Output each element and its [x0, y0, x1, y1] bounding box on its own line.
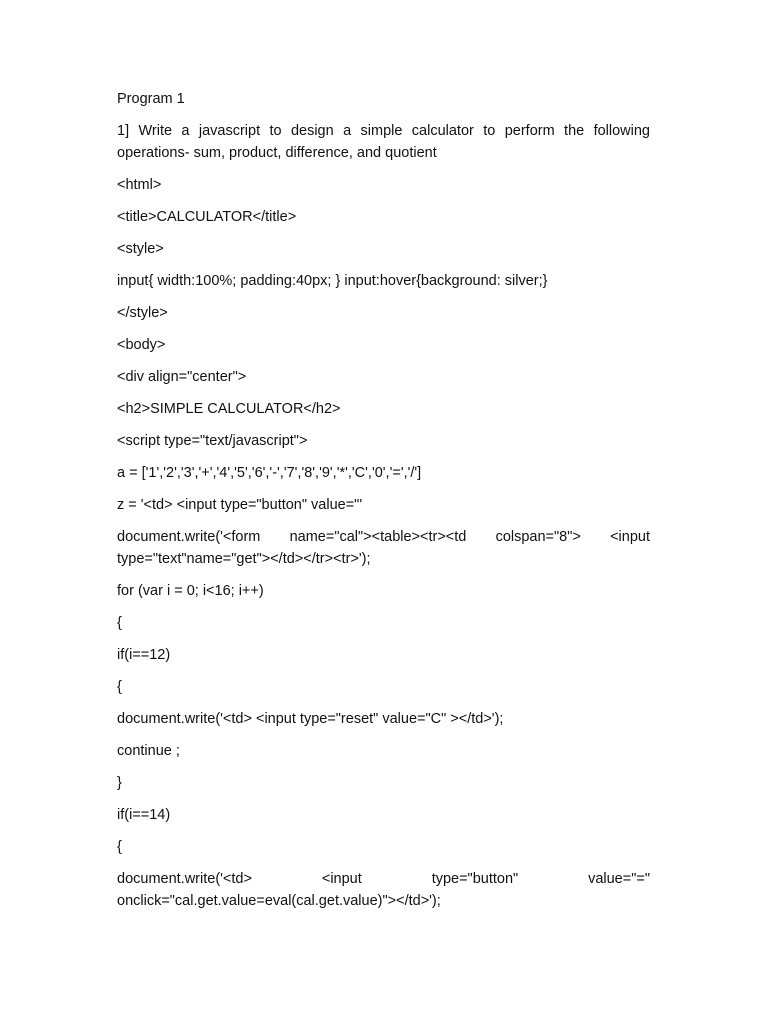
code-line-style-open: <style> [117, 241, 164, 257]
write-equals-second-line: onclick="cal.get.value=eval(cal.get.value)"></td>'); [117, 893, 441, 909]
code-line-h2: <h2>SIMPLE CALCULATOR</h2> [117, 401, 341, 417]
write-form-second-line: type="text"name="get"></td></tr><tr>'); [117, 551, 371, 567]
question-paragraph: 1] Write a javascript to design a simple calculator to perform the following operations- sum, product, difference, and quotient [117, 123, 650, 161]
write-form-token: colspan="8"> [495, 529, 581, 545]
code-line-body: <body> [117, 337, 166, 353]
code-line-brace-open: { [117, 615, 122, 631]
write-form-token: document.write('<form [117, 529, 261, 545]
program-heading: Program 1 [117, 91, 185, 107]
code-line-z-assign: z = '<td> <input type="button" value="' [117, 497, 363, 513]
document-body [117, 88, 650, 922]
code-line-brace-open: { [117, 679, 122, 695]
code-line-if-12: if(i==12) [117, 647, 171, 663]
write-equals-token: value="=" [588, 871, 650, 887]
code-line-style-close: </style> [117, 305, 168, 321]
code-line-array: a = ['1','2','3','+','4','5','6','-','7','8','9','*','C','0','=','/'] [117, 465, 422, 481]
write-equals-token: document.write('<td> [117, 871, 252, 887]
write-equals-first-line [117, 868, 650, 890]
code-line-div: <div align="center"> [117, 369, 247, 385]
write-form-first-line [117, 526, 650, 548]
code-line-write-reset: document.write('<td> <input type="reset" value="C" ></td>'); [117, 711, 504, 727]
code-block-write-equals [117, 868, 650, 912]
code-line-for-loop: for (var i = 0; i<16; i++) [117, 583, 264, 599]
write-form-token: <input [610, 529, 650, 545]
code-line-title: <title>CALCULATOR</title> [117, 209, 297, 225]
write-equals-token: <input [321, 871, 362, 887]
code-line-html: <html> [117, 177, 162, 193]
code-line-if-14: if(i==14) [117, 807, 171, 823]
code-block-write-form [117, 526, 650, 570]
code-line-script-open: <script type="text/javascript"> [117, 433, 308, 449]
code-line-continue: continue ; [117, 743, 180, 759]
code-line-brace-open: { [117, 839, 122, 855]
code-line-brace-close: } [117, 775, 122, 791]
code-line-style-rules: input{ width:100%; padding:40px; } input:hover{background: silver;} [117, 273, 548, 289]
write-equals-token: type="button" [431, 871, 519, 887]
write-form-token: name="cal"><table><tr><td [289, 529, 467, 545]
